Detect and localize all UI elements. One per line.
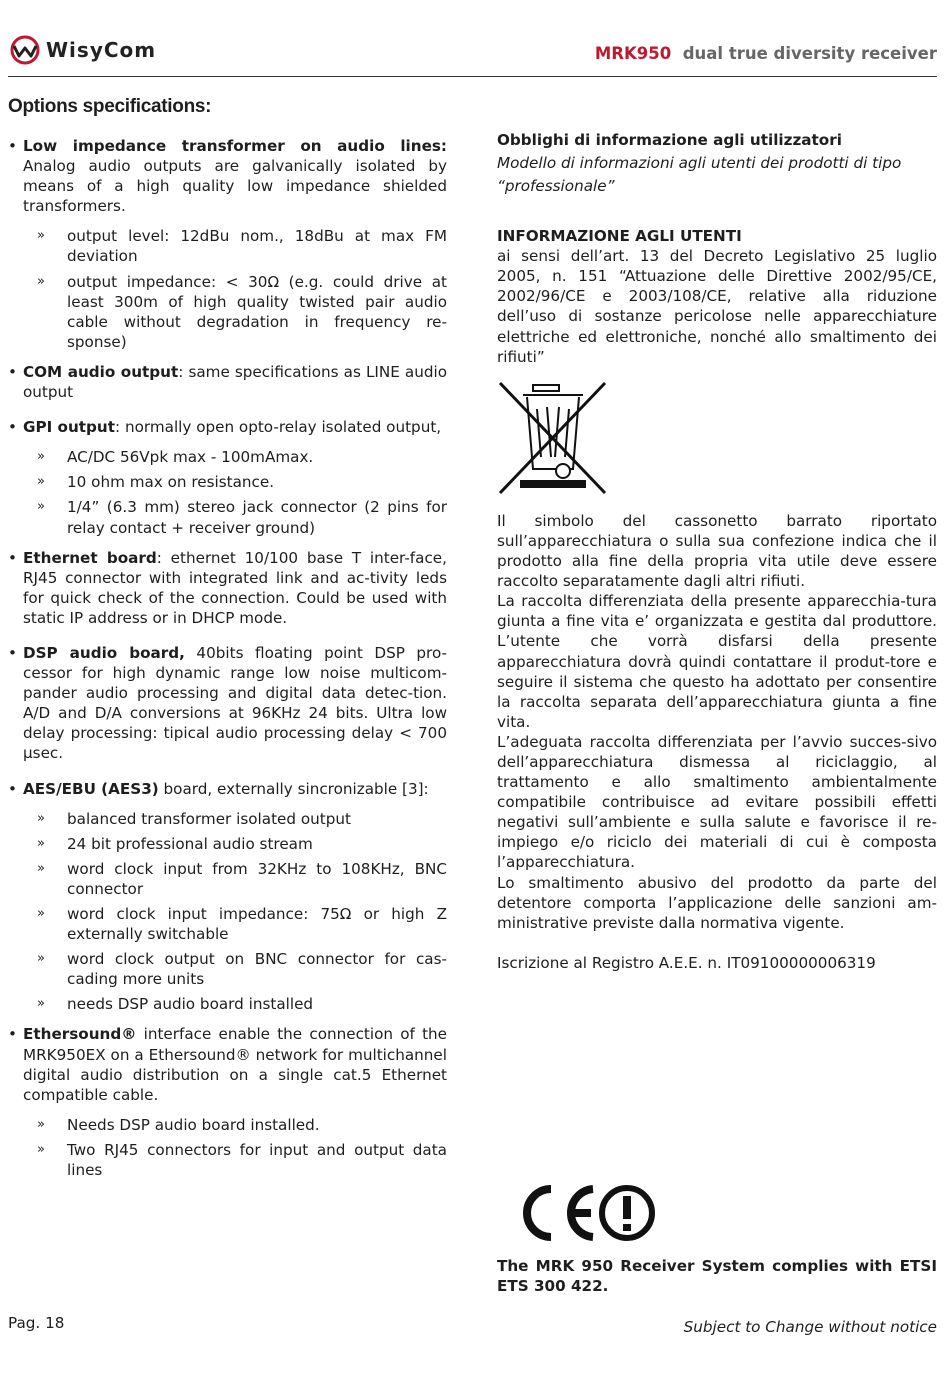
- registro-aee: Iscrizione al Registro A.E.E. n. IT09100000006319: [497, 953, 876, 972]
- info-title: INFORMAZIONE AGLI UTENTI: [497, 227, 742, 246]
- sub-item: » output impedance: < 30Ω (e.g. could drive at least 300m of high quality twisted pair audio cable without degradation in frequency re-sponse): [8, 272, 447, 352]
- compliance-statement: The MRK 950 Receiver System complies with ETSI ETS 300 422.: [497, 1257, 937, 1296]
- item-text: : same specifications as LINE audio output: [23, 362, 447, 402]
- sub-item: » word clock output on BNC connector for cas-cading more units: [8, 949, 447, 989]
- obblighi-title: Obblighi di informazione agli utilizzatori: [497, 131, 842, 149]
- alert-class2-icon: [602, 1188, 652, 1238]
- footer-note: Subject to Change without notice: [683, 1318, 937, 1336]
- sub-item: » balanced transformer isolated output: [8, 809, 447, 829]
- sub-item: » 10 ohm max on resistance.: [8, 472, 447, 492]
- sub-item: » 24 bit professional audio stream: [8, 834, 447, 854]
- sub-item: » AC/DC 56Vpk max - 100mAmax.: [8, 447, 447, 467]
- sub-item: » 1/4” (6.3 mm) stereo jack connector (2 pins for relay contact + receiver ground): [8, 497, 447, 537]
- page-number: Pag. 18: [8, 1314, 65, 1332]
- list-item-com: [8, 362, 447, 402]
- paragraph-2: La raccolta differenziata della presente apparecchia-tura giunta a fine vita e’ organizzata e gestita dal produttore. L’utente che vorrà disfarsi della presente apparecchiatura dovrà quindi contattare il produt-tore e seguire il sistema che questo ha adottato per consentire la raccolta separata dell’apparecchiatura giunta a fine vita.: [497, 592, 937, 731]
- info-text: ai sensi dell’art. 13 del Decreto Legislativo 25 luglio 2005, n. 151 “Attuazione delle Direttive 2002/95/CE, 2002/96/CE e 2003/108/CE, relative alla riduzione dell’uso di sostanze pericolose nelle apparecchiature elettriche ed elettroniche, nonché allo smaltimento dei rifiuti”: [497, 247, 937, 366]
- sub-item: » output level: 12dBu nom., 18dBu at max FM deviation: [8, 226, 447, 266]
- model-name: MRK950: [594, 44, 672, 63]
- list-item-low-impedance: [8, 136, 447, 216]
- wisycom-logo-icon: [8, 35, 42, 65]
- paragraph-1: Il simbolo del cassonetto barrato riportato sull’apparecchiatura o sulla sua confezione indica che il prodotto alla fine della propria vita utile deve essere raccolto separatamente dagli altri rifiuti.: [497, 511, 937, 591]
- document-title: [595, 44, 937, 64]
- item-title: AES/EBU (AES3): [23, 779, 159, 798]
- section-title: Options specifications:: [8, 96, 212, 117]
- left-column: [8, 136, 447, 1180]
- item-text: : ethernet 10/100 base T inter-face, RJ45 connector with integrated link and ac-tivity leds for quick check of the connection. Could be used with static IP address or in DHCP mode.: [23, 548, 447, 627]
- weee-crossed-bin-icon: [497, 379, 609, 497]
- sub-item: » Needs DSP audio board installed.: [8, 1115, 447, 1135]
- item-title: Ethernet board: [23, 548, 157, 567]
- sub-item: » word clock input impedance: 75Ω or high Z externally switchable: [8, 904, 447, 944]
- paragraph-3: L’adeguata raccolta differenziata per l’avvio succes-sivo dell’apparecchiatura dismessa al riciclaggio, al trattamento e allo smaltimento ambientalmente compatibile contribuisce ad evitare possibili effetti negativi sull’ambiente e sulla salute e favorisce il re-impiego e/o riciclo dei materiali di cui è composta l’apparecchiatura.: [497, 732, 937, 872]
- right-column: [497, 130, 937, 973]
- list-item-ethernet: [8, 548, 447, 628]
- page-header: [8, 34, 937, 77]
- item-text: board, externally sincronizable [3]:: [158, 779, 429, 798]
- obblighi-subtitle: Modello di informazioni agli utenti dei prodotti di tipo “professionale”: [497, 154, 902, 196]
- ce-mark-icon: [497, 1183, 657, 1243]
- item-text: Analog audio outputs are galvanically isolated by means of a high quality low impedance shielded transformers.: [23, 157, 447, 216]
- paragraph-4: Lo smaltimento abusivo del prodotto da parte del detentore comporta l’applicazione delle sanzioni am-ministrative previste dalla normativa vigente.: [497, 873, 937, 932]
- list-item-ethersound: [8, 1024, 447, 1104]
- sub-item: » needs DSP audio board installed: [8, 994, 447, 1014]
- item-text: 40bits floating point DSP pro-cessor for high dynamic range low noise multicom-pander audio processing and digital data detec-tion. A/D and D/A conversions at 96KHz 24 bits. Ultra low delay processing: tipical audio processing delay < 700 µsec.: [23, 643, 447, 763]
- item-text: interface enable the connection of the MRK950EX on a Ethersound® network for multichannel digital audio distribution on a single cat.5 Ethernet compatible cable.: [23, 1025, 447, 1104]
- item-title: DSP audio board,: [23, 643, 185, 662]
- item-title: GPI output: [23, 418, 115, 437]
- sub-item: » word clock input from 32KHz to 108KHz, BNC connector: [8, 859, 447, 899]
- brand-name: WisyCom: [46, 37, 157, 62]
- item-title: Low impedance transformer on audio lines:: [23, 137, 447, 155]
- wisycom-logo: [8, 35, 156, 65]
- item-text: : normally open opto-relay isolated output,: [115, 418, 442, 437]
- certification-marks: [497, 1183, 657, 1243]
- sub-item: » Two RJ45 connectors for input and output data lines: [8, 1140, 447, 1180]
- list-item-dsp: [8, 643, 447, 764]
- item-title: COM audio output: [23, 362, 179, 381]
- list-item-gpi: [8, 417, 447, 437]
- item-title: Ethersound®: [23, 1025, 137, 1044]
- model-subtitle: dual true diversity receiver: [682, 44, 937, 63]
- list-item-aes: [8, 779, 447, 799]
